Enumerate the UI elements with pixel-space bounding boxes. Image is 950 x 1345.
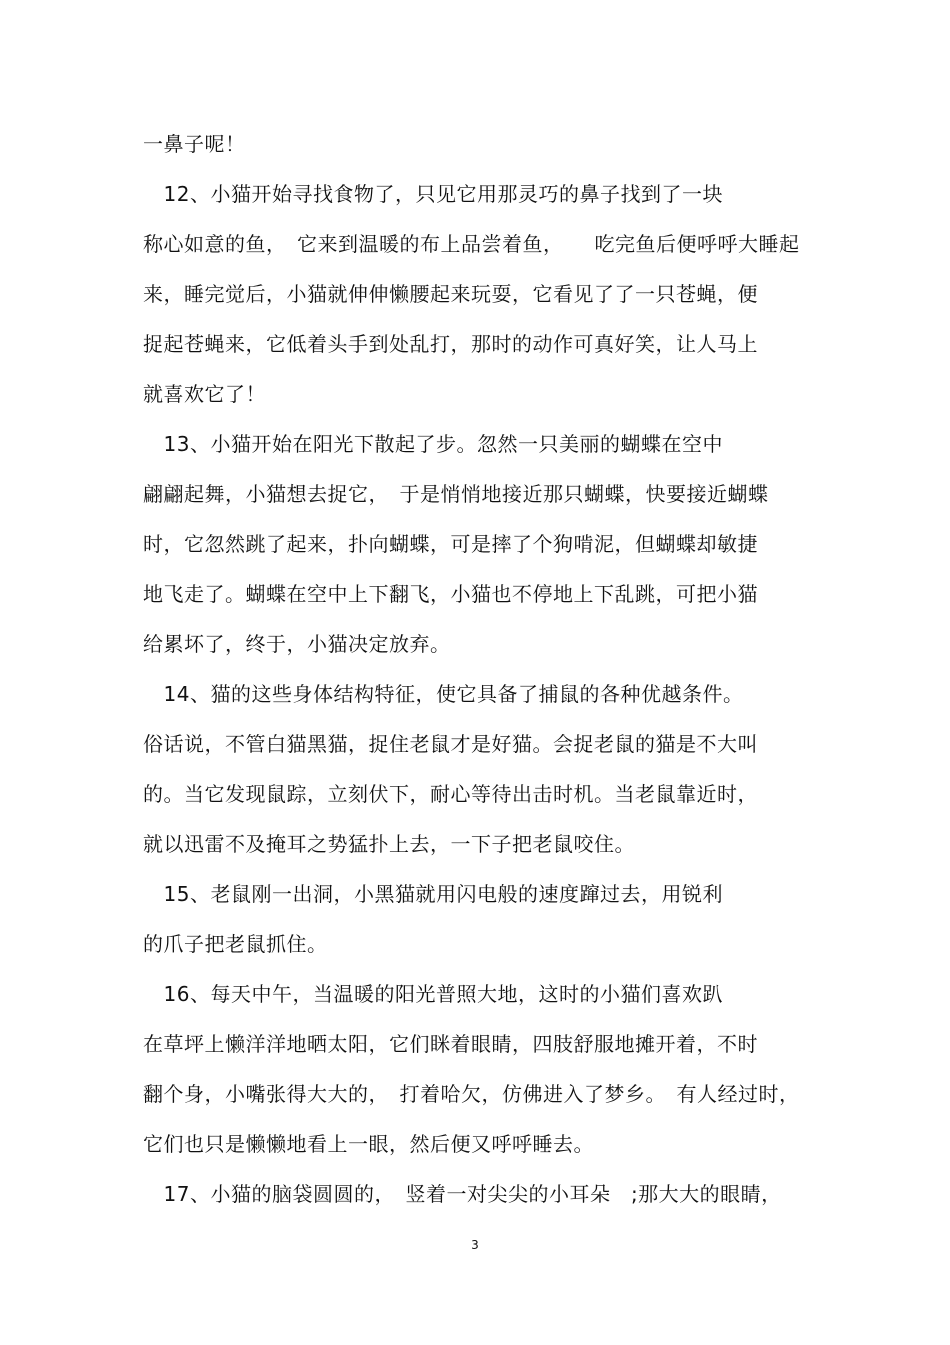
text-line: 捉起苍蝇来，它低着头手到处乱打，那时的动作可真好笑，让人马上 <box>143 332 758 356</box>
text-line: 16、每天中午，当温暖的阳光普照大地，这时的小猫们喜欢趴 <box>143 982 723 1006</box>
text-line: 的。当它发现鼠踪，立刻伏下，耐心等待出击时机。当老鼠靠近时， <box>143 782 758 806</box>
text-line: 17、小猫的脑袋圆圆的， 竖着一对尖尖的小耳朵 ;那大大的眼睛， <box>143 1182 782 1206</box>
text-line: 14、猫的这些身体结构特征，使它具备了捕鼠的各种优越条件。 <box>143 682 744 706</box>
text-line: 一鼻子呢！ <box>143 132 246 156</box>
text-line: 在草坪上懒洋洋地晒太阳，它们眯着眼睛，四肢舒服地摊开着，不时 <box>143 1032 758 1056</box>
text-line: 给累坏了，终于，小猫决定放弃。 <box>143 632 451 656</box>
page-number: 3 <box>471 1238 479 1252</box>
text-line: 就喜欢它了！ <box>143 382 266 406</box>
text-line: 称心如意的鱼， 它来到温暖的布上品尝着鱼， 吃完鱼后便呼呼大睡起 <box>143 232 800 256</box>
text-line: 翩翩起舞，小猫想去捉它， 于是悄悄地接近那只蝴蝶，快要接近蝴蝶 <box>143 482 769 506</box>
text-line: 翻个身，小嘴张得大大的， 打着哈欠，仿佛进入了梦乡。 有人经过时， <box>143 1082 800 1106</box>
text-line: 地飞走了。蝴蝶在空中上下翻飞，小猫也不停地上下乱跳，可把小猫 <box>143 582 758 606</box>
text-line: 就以迅雷不及掩耳之势猛扑上去，一下子把老鼠咬住。 <box>143 832 635 856</box>
text-line: 15、老鼠刚一出洞，小黑猫就用闪电般的速度蹿过去，用锐利 <box>143 882 723 906</box>
text-line: 的爪子把老鼠抓住。 <box>143 932 328 956</box>
text-line: 时，它忽然跳了起来，扑向蝴蝶，可是摔了个狗啃泥，但蝴蝶却敏捷 <box>143 532 758 556</box>
text-line: 它们也只是懒懒地看上一眼，然后便又呼呼睡去。 <box>143 1132 594 1156</box>
text-line: 13、小猫开始在阳光下散起了步。忽然一只美丽的蝴蝶在空中 <box>143 432 723 456</box>
text-line: 来，睡完觉后，小猫就伸伸懒腰起来玩耍，它看见了了一只苍蝇，便 <box>143 282 758 306</box>
text-line: 12、小猫开始寻找食物了，只见它用那灵巧的鼻子找到了一块 <box>143 182 723 206</box>
text-line: 俗话说，不管白猫黑猫，捉住老鼠才是好猫。会捉老鼠的猫是不大叫 <box>143 732 758 756</box>
